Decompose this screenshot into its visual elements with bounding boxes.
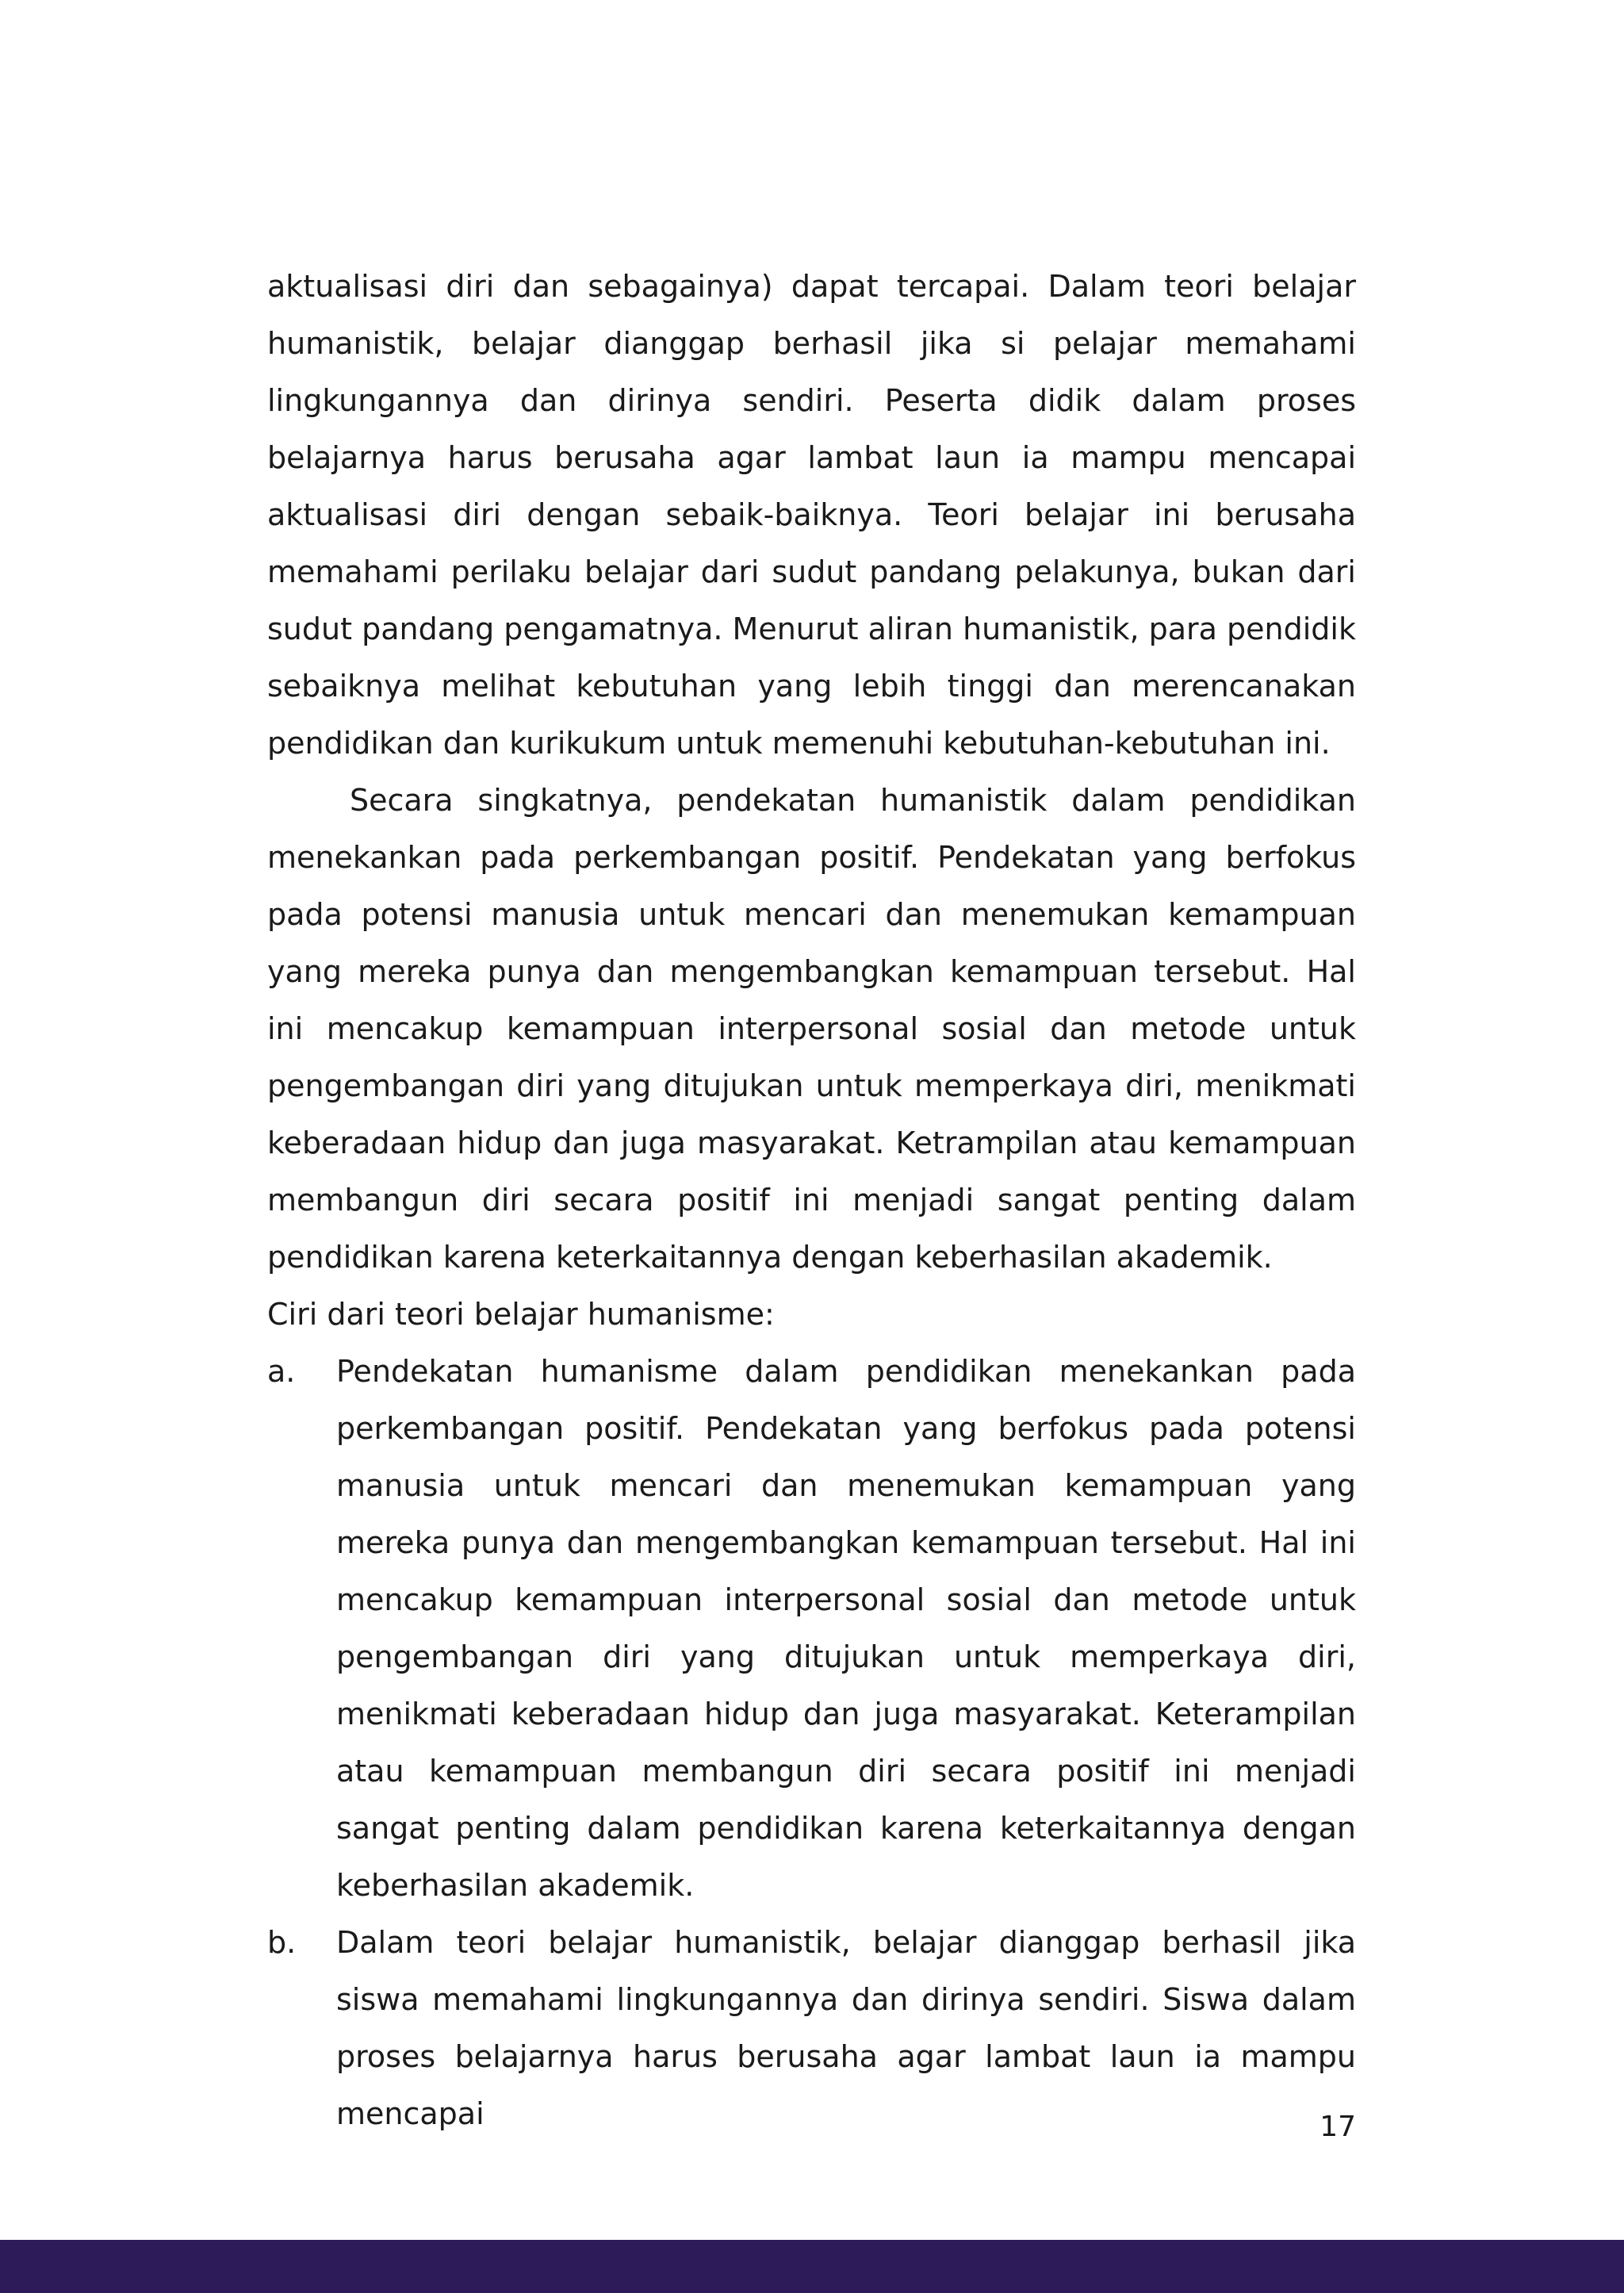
list-item [267,1914,1356,2142]
list-marker: a. [267,1354,296,1389]
page-body [267,258,1356,2142]
footer-bar [0,2240,1624,2293]
body-paragraph: aktualisasi diri dan sebagainya) dapat tercapai. Dalam teori belajar humanistik, belajar dianggap berhasil jika si pelajar memahami lingkungannya dan dirinya sendiri. Peserta didik dalam proses belajarnya harus berusaha agar lambat laun ia mampu mencapai aktualisasi diri dengan sebaik-baiknya. Teori belajar ini berusaha memahami perilaku belajar dari sudut pandang pelakunya, bukan dari sudut pandang pengamatnya. Menurut aliran humanistik, para pendidik sebaiknya melihat kebutuhan yang lebih tinggi dan merencanakan pendidikan dan kurikukum untuk memenuhi kebutuhan-kebutuhan ini. [267,269,1356,761]
page-number: 17 [1320,2111,1356,2143]
body-paragraph: Secara singkatnya, pendekatan humanistik dalam pendidikan menekankan pada perkembangan positif. Pendekatan yang berfokus pada potensi manusia untuk mencari dan menemukan kemampuan yang mereka punya dan mengembangkan kemampuan tersebut. Hal ini mencakup kemampuan interpersonal sosial dan metode untuk pengembangan diri yang ditujukan untuk memperkaya diri, menikmati keberadaan hidup dan juga masyarakat. Ketrampilan atau kemampuan membangun diri secara positif ini menjadi sangat penting dalam pendidikan karena keterkaitannya dengan keberhasilan akademik. [267,783,1356,1275]
characteristics-list [267,1343,1356,2142]
list-marker: b. [267,1925,297,1960]
list-item [267,1343,1356,1914]
list-item-text: Pendekatan humanisme dalam pendidikan menekankan pada perkembangan positif. Pendekatan yang berfokus pada potensi manusia untuk mencari dan menemukan kemampuan yang mereka punya dan mengembangkan kemampuan tersebut. Hal ini mencakup kemampuan interpersonal sosial dan metode untuk pengembangan diri yang ditujukan untuk memperkaya diri, menikmati keberadaan hidup dan juga masyarakat. Keterampilan atau kemampuan membangun diri secara positif ini menjadi sangat penting dalam pendidikan karena keterkaitannya dengan keberhasilan akademik. [336,1354,1356,1903]
list-heading: Ciri dari teori belajar humanisme: [267,1297,775,1332]
list-item-text: Dalam teori belajar humanistik, belajar dianggap berhasil jika siswa memahami lingkungannya dan dirinya sendiri. Siswa dalam proses belajarnya harus berusaha agar lambat laun ia mampu mencapai [336,1925,1356,2131]
